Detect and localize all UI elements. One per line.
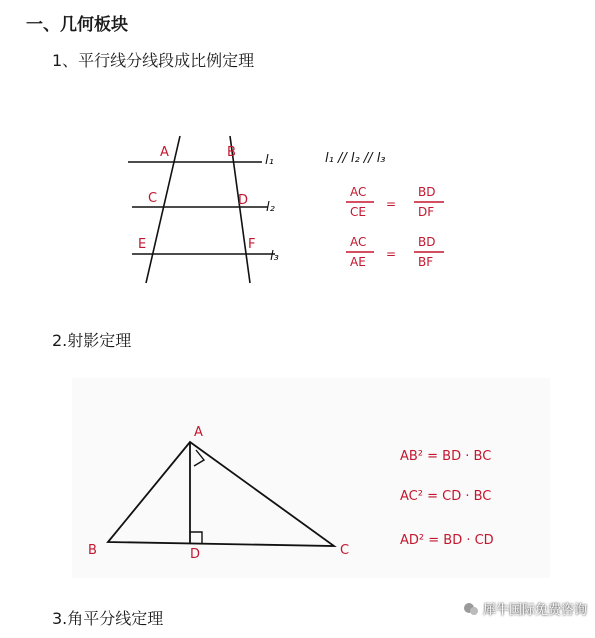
point-label-b: B (227, 145, 236, 160)
point-label-a: A (160, 145, 169, 160)
right-angle-d (190, 532, 202, 544)
formula1-left-den: CE (350, 205, 366, 219)
point-label-d: D (190, 547, 201, 562)
line-label-l1: l₁ (265, 153, 274, 168)
formula-1 (346, 185, 444, 219)
item-title-3: 3.角平分线定理 (52, 609, 164, 628)
section-title: 一、几何板块 (26, 15, 128, 35)
point-label-e: E (138, 237, 147, 252)
formula1-left-num: AC (350, 185, 367, 199)
parallel-lines-figure (110, 118, 470, 298)
point-label-d: D (238, 193, 249, 208)
triangle-abc (108, 442, 334, 546)
point-label-f: F (248, 237, 256, 252)
wechat-logo-icon (463, 601, 479, 617)
point-label-c: C (148, 191, 158, 206)
formula2-eq: = (386, 247, 397, 261)
formula-ad2: AD² = BD · CD (400, 533, 494, 548)
formula2-right-num: BD (418, 235, 436, 249)
formula2-right-den: BF (418, 255, 434, 269)
right-angle-a (194, 450, 204, 466)
formula-ac2: AC² = CD · BC (400, 489, 492, 504)
formula2-left-num: AC (350, 235, 367, 249)
point-label-a: A (194, 425, 203, 440)
point-label-b: B (88, 543, 97, 558)
formula1-eq: = (386, 197, 397, 211)
formula-2 (346, 235, 444, 269)
item-title-2: 2.射影定理 (52, 331, 132, 350)
item-title-1: 1、平行线分线段成比例定理 (52, 51, 255, 70)
line-label-l2: l₂ (266, 200, 275, 215)
point-label-c: C (340, 543, 350, 558)
formula1-right-den: DF (418, 205, 435, 219)
formula2-left-den: AE (350, 255, 366, 269)
watermark (463, 599, 587, 618)
line-label-l3: l₃ (270, 249, 279, 264)
formula-ab2: AB² = BD · BC (400, 449, 492, 464)
parallel-relation: l₁ // l₂ // l₃ (325, 151, 386, 166)
watermark-text: 犀牛国际免费咨询 (482, 603, 587, 618)
projection-theorem-figure (72, 378, 550, 578)
formula1-right-num: BD (418, 185, 436, 199)
